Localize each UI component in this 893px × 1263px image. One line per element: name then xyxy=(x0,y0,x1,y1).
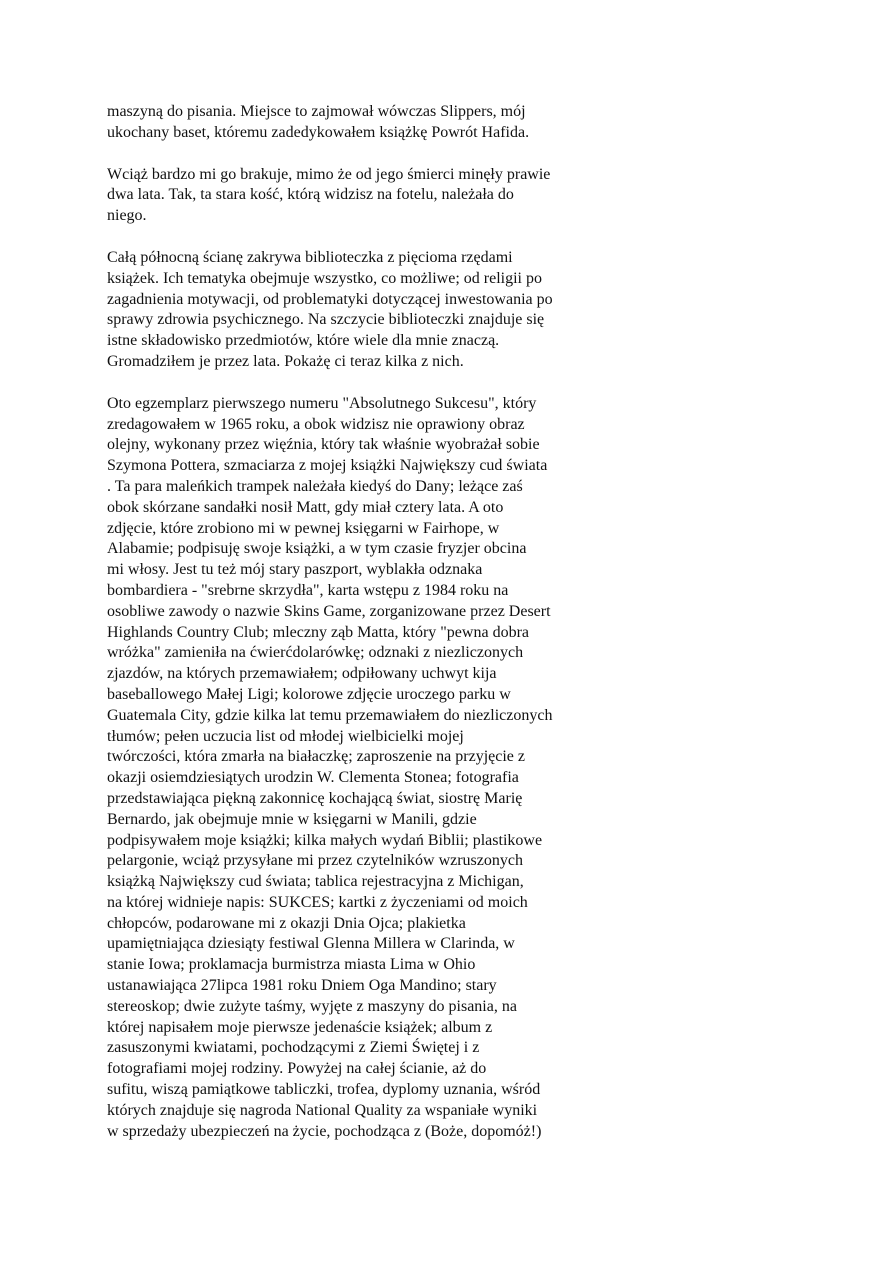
text-line: zjazdów, na których przemawiałem; odpiłowany uchwyt kija xyxy=(107,665,497,683)
text-line: Bernardo, jak obejmuje mnie w księgarni w Manili, gdzie xyxy=(107,810,477,828)
paragraph xyxy=(107,102,627,144)
text-line: zredagowałem w 1965 roku, a obok widzisz nie oprawiony obraz xyxy=(107,415,525,433)
text-line: Wciąż bardzo mi go brakuje, mimo że od jego śmierci minęły prawie xyxy=(107,165,551,183)
text-line: osobliwe zawody o nazwie Skins Game, zorganizowane przez Desert xyxy=(107,602,551,620)
paragraph xyxy=(107,248,627,373)
text-line: podpisywałem moje książki; kilka małych wydań Biblii; plastikowe xyxy=(107,831,543,849)
text-line: Gromadziłem je przez lata. Pokażę ci teraz kilka z nich. xyxy=(107,352,464,370)
text-line: Oto egzemplarz pierwszego numeru "Absolutnego Sukcesu", który xyxy=(107,394,537,412)
text-line: upamiętniająca dziesiąty festiwal Glenna Millera w Clarinda, w xyxy=(107,935,515,953)
document-page xyxy=(107,102,627,1163)
text-line: stereoskop; dwie zużyte taśmy, wyjęte z maszyny do pisania, na xyxy=(107,997,517,1015)
text-line: tłumów; pełen uczucia list od młodej wielbicielki mojej xyxy=(107,727,464,745)
text-line: maszyną do pisania. Miejsce to zajmował wówczas Slippers, mój xyxy=(107,103,526,120)
text-line: Guatemala City, gdzie kilka lat temu przemawiałem do niezliczonych xyxy=(107,706,553,724)
text-line: zasuszonymi kwiatami, pochodzącymi z Ziemi Świętej i z xyxy=(107,1039,480,1057)
text-line: twórczości, która zmarła na białaczkę; zaproszenie na przyjęcie z xyxy=(107,748,525,766)
text-line: książek. Ich tematyka obejmuje wszystko, co możliwe; od religii po xyxy=(107,269,542,287)
text-line: książką Największy cud świata; tablica rejestracyjna z Michigan, xyxy=(107,873,524,891)
text-line: obok skórzane sandałki nosił Matt, gdy miał cztery lata. A oto xyxy=(107,498,504,516)
text-line: sufitu, wiszą pamiątkowe tabliczki, trofea, dyplomy uznania, wśród xyxy=(107,1081,541,1099)
text-line: okazji osiemdziesiątych urodzin W. Clementa Stonea; fotografia xyxy=(107,769,519,787)
text-line: chłopców, podarowane mi z okazji Dnia Ojca; plakietka xyxy=(107,914,466,932)
text-line: istne składowisko przedmiotów, które wiele dla mnie znaczą. xyxy=(107,332,500,350)
text-line: stanie Iowa; proklamacja burmistrza miasta Lima w Ohio xyxy=(107,956,476,974)
text-line: wróżka" zamieniła na ćwierćdolarówkę; odznaki z niezliczonych xyxy=(107,644,524,662)
text-line: fotografiami mojej rodziny. Powyżej na całej ścianie, aż do xyxy=(107,1060,487,1078)
text-line: dwa lata. Tak, ta stara kość, którą widzisz na fotelu, należała do xyxy=(107,186,514,204)
text-line: olejny, wykonany przez więźnia, który tak właśnie wyobrażał sobie xyxy=(107,436,540,454)
text-line: w sprzedaży ubezpieczeń na życie, pochodząca z (Boże, dopomóż!) xyxy=(107,1122,542,1140)
text-line: na której widnieje napis: SUKCES; kartki z życzeniami od moich xyxy=(107,893,528,911)
text-line: której napisałem moje pierwsze jedenaście książek; album z xyxy=(107,1018,493,1036)
text-line: Szymona Pottera, szmaciarza z mojej książki Największy cud świata xyxy=(107,457,548,475)
text-line: przedstawiająca piękną zakonnicę kochającą świat, siostrę Marię xyxy=(107,789,523,807)
paragraph xyxy=(107,165,627,227)
text-line: mi włosy. Jest tu też mój stary paszport, wyblakła odznaka xyxy=(107,561,483,579)
text-line: Alabamie; podpisuję swoje książki, a w tym czasie fryzjer obcina xyxy=(107,540,527,558)
text-line: sprawy zdrowia psychicznego. Na szczycie biblioteczki znajduje się xyxy=(107,311,545,329)
text-line: zdjęcie, które zrobiono mi w pewnej księgarni w Fairhope, w xyxy=(107,519,500,537)
text-line: ukochany baset, któremu zadedykowałem książkę Powrót Hafida. xyxy=(107,123,530,141)
paragraph xyxy=(107,394,627,1143)
text-line: pelargonie, wciąż przysyłane mi przez czytelników wzruszonych xyxy=(107,852,523,870)
text-line: niego. xyxy=(107,207,147,225)
text-line: zagadnienia motywacji, od problematyki dotyczącej inwestowania po xyxy=(107,290,553,308)
text-line: baseballowego Małej Ligi; kolorowe zdjęcie uroczego parku w xyxy=(107,685,511,703)
text-line: . Ta para maleńkich trampek należała kiedyś do Dany; leżące zaś xyxy=(107,477,523,495)
text-line: ustanawiająca 27lipca 1981 roku Dniem Oga Mandino; stary xyxy=(107,977,497,995)
text-line: których znajduje się nagroda National Quality za wspaniałe wyniki xyxy=(107,1101,538,1119)
text-line: Całą północną ścianę zakrywa biblioteczka z pięcioma rzędami xyxy=(107,248,513,266)
text-line: Highlands Country Club; mleczny ząb Matta, który "pewna dobra xyxy=(107,623,529,641)
text-line: bombardiera - "srebrne skrzydła", karta wstępu z 1984 roku na xyxy=(107,581,509,599)
